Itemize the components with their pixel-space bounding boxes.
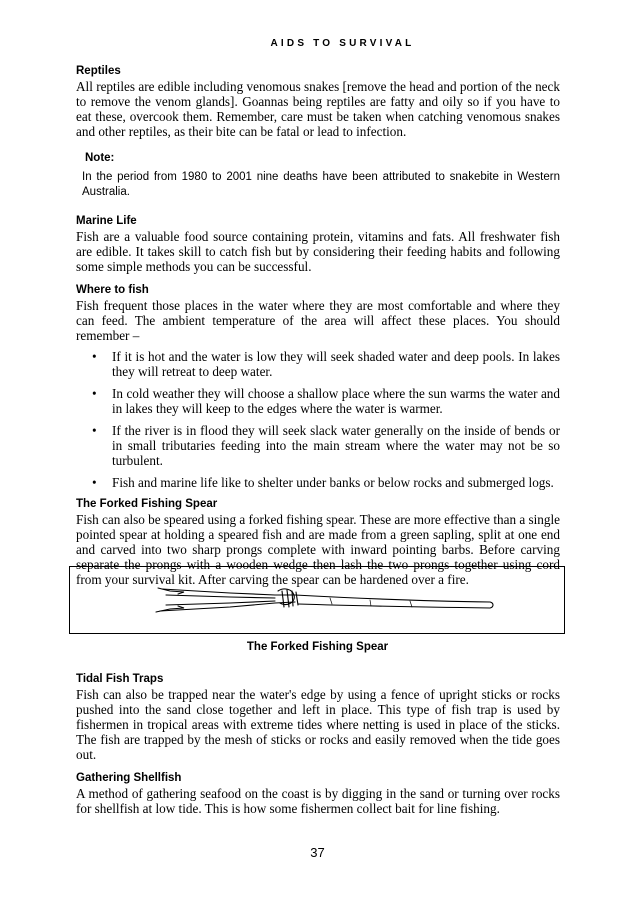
forked-spear-illustration [70, 567, 564, 633]
list-item: • Fish and marine life like to shelter under banks or below rocks and submerged logs. [92, 475, 554, 490]
bullet-icon: • [92, 475, 97, 490]
shellfish-heading: Gathering Shellfish [76, 772, 182, 784]
bullet-icon: • [92, 423, 97, 438]
running-head: AIDS TO SURVIVAL [270, 38, 415, 49]
forked-spear-body: Fish can also be speared using a forked fishing spear. These are more effective than a single pointed spear at holding a speared fish and are made from a green sapling, split at one end and carved into two sharp prongs complete with inward pointing barbs. Before carving separate the prongs with a wooden wedge then lash the two prongs together using cord from your survival kit. After carving the spear can be hardened over a fire. [76, 512, 560, 587]
marine-life-body: Fish are a valuable food source containing protein, vitamins and fats. All freshwater fish are edible. It takes skill to catch fish but by considering their feeding habits and following some simple methods you can be successful. [76, 229, 560, 274]
shellfish-body: A method of gathering seafood on the coast is by digging in the sand or turning over rocks for shellfish at low tide. This is how some fishermen collect bait for line fishing. [76, 786, 560, 816]
where-to-fish-body: Fish frequent those places in the water where they are most comfortable and where they can feed. The ambient temperature of the area will affect these places. You should remember – [76, 298, 560, 343]
where-to-fish-list [76, 349, 560, 490]
marine-life-heading: Marine Life [76, 215, 137, 227]
figure-caption: The Forked Fishing Spear [246, 641, 389, 653]
reptiles-heading: Reptiles [76, 65, 121, 77]
shellfish-section [76, 771, 560, 816]
note-box [82, 151, 560, 200]
reptiles-section [76, 64, 560, 139]
forked-spear-heading: The Forked Fishing Spear [76, 498, 218, 510]
note-heading: Note: [85, 152, 115, 164]
where-to-fish-section [76, 283, 560, 490]
where-to-fish-heading: Where to fish [76, 284, 149, 296]
list-item: • In cold weather they will choose a shallow place where the sun warms the water and in lakes they will keep to the edges where the water is warmer. [92, 386, 560, 416]
tidal-traps-section [76, 672, 560, 762]
list-item: • If it is hot and the water is low they will seek shaded water and deep pools. In lakes they will retreat to deep water. [92, 349, 560, 379]
spear-figure [69, 566, 565, 634]
page-number: 37 [310, 845, 325, 860]
lower-content [76, 672, 560, 825]
bullet-icon: • [92, 349, 97, 364]
tidal-traps-body: Fish can also be trapped near the water's edge by using a fence of upright sticks or rocks pushed into the sand close together and left in place. This type of fish trap is used by fishermen in tropical areas with extreme tides where netting is used in place of the sticks. The fish are trapped by the mesh of sticks or rocks and easily removed when the tide goes out. [76, 687, 560, 762]
marine-life-section [76, 214, 560, 274]
tidal-traps-heading: Tidal Fish Traps [76, 673, 164, 685]
bullet-icon: • [92, 386, 97, 401]
reptiles-body: All reptiles are edible including venomous snakes [remove the head and portion of the neck to remove the venom glands]. Goannas being reptiles are fatty and oily so if you have to eat these, overcook them. Remember, care must be taken when catching venomous snakes and other reptiles, as their bite can be fatal or lead to infection. [76, 79, 560, 139]
upper-content [76, 64, 560, 596]
list-item: • If the river is in flood they will seek slack water generally on the inside of bends or in small tributaries feeding into the main stream where the water may not be so turbulent. [92, 423, 560, 468]
note-body: In the period from 1980 to 2001 nine deaths have been attributed to snakebite in Western Australia. [82, 171, 560, 198]
